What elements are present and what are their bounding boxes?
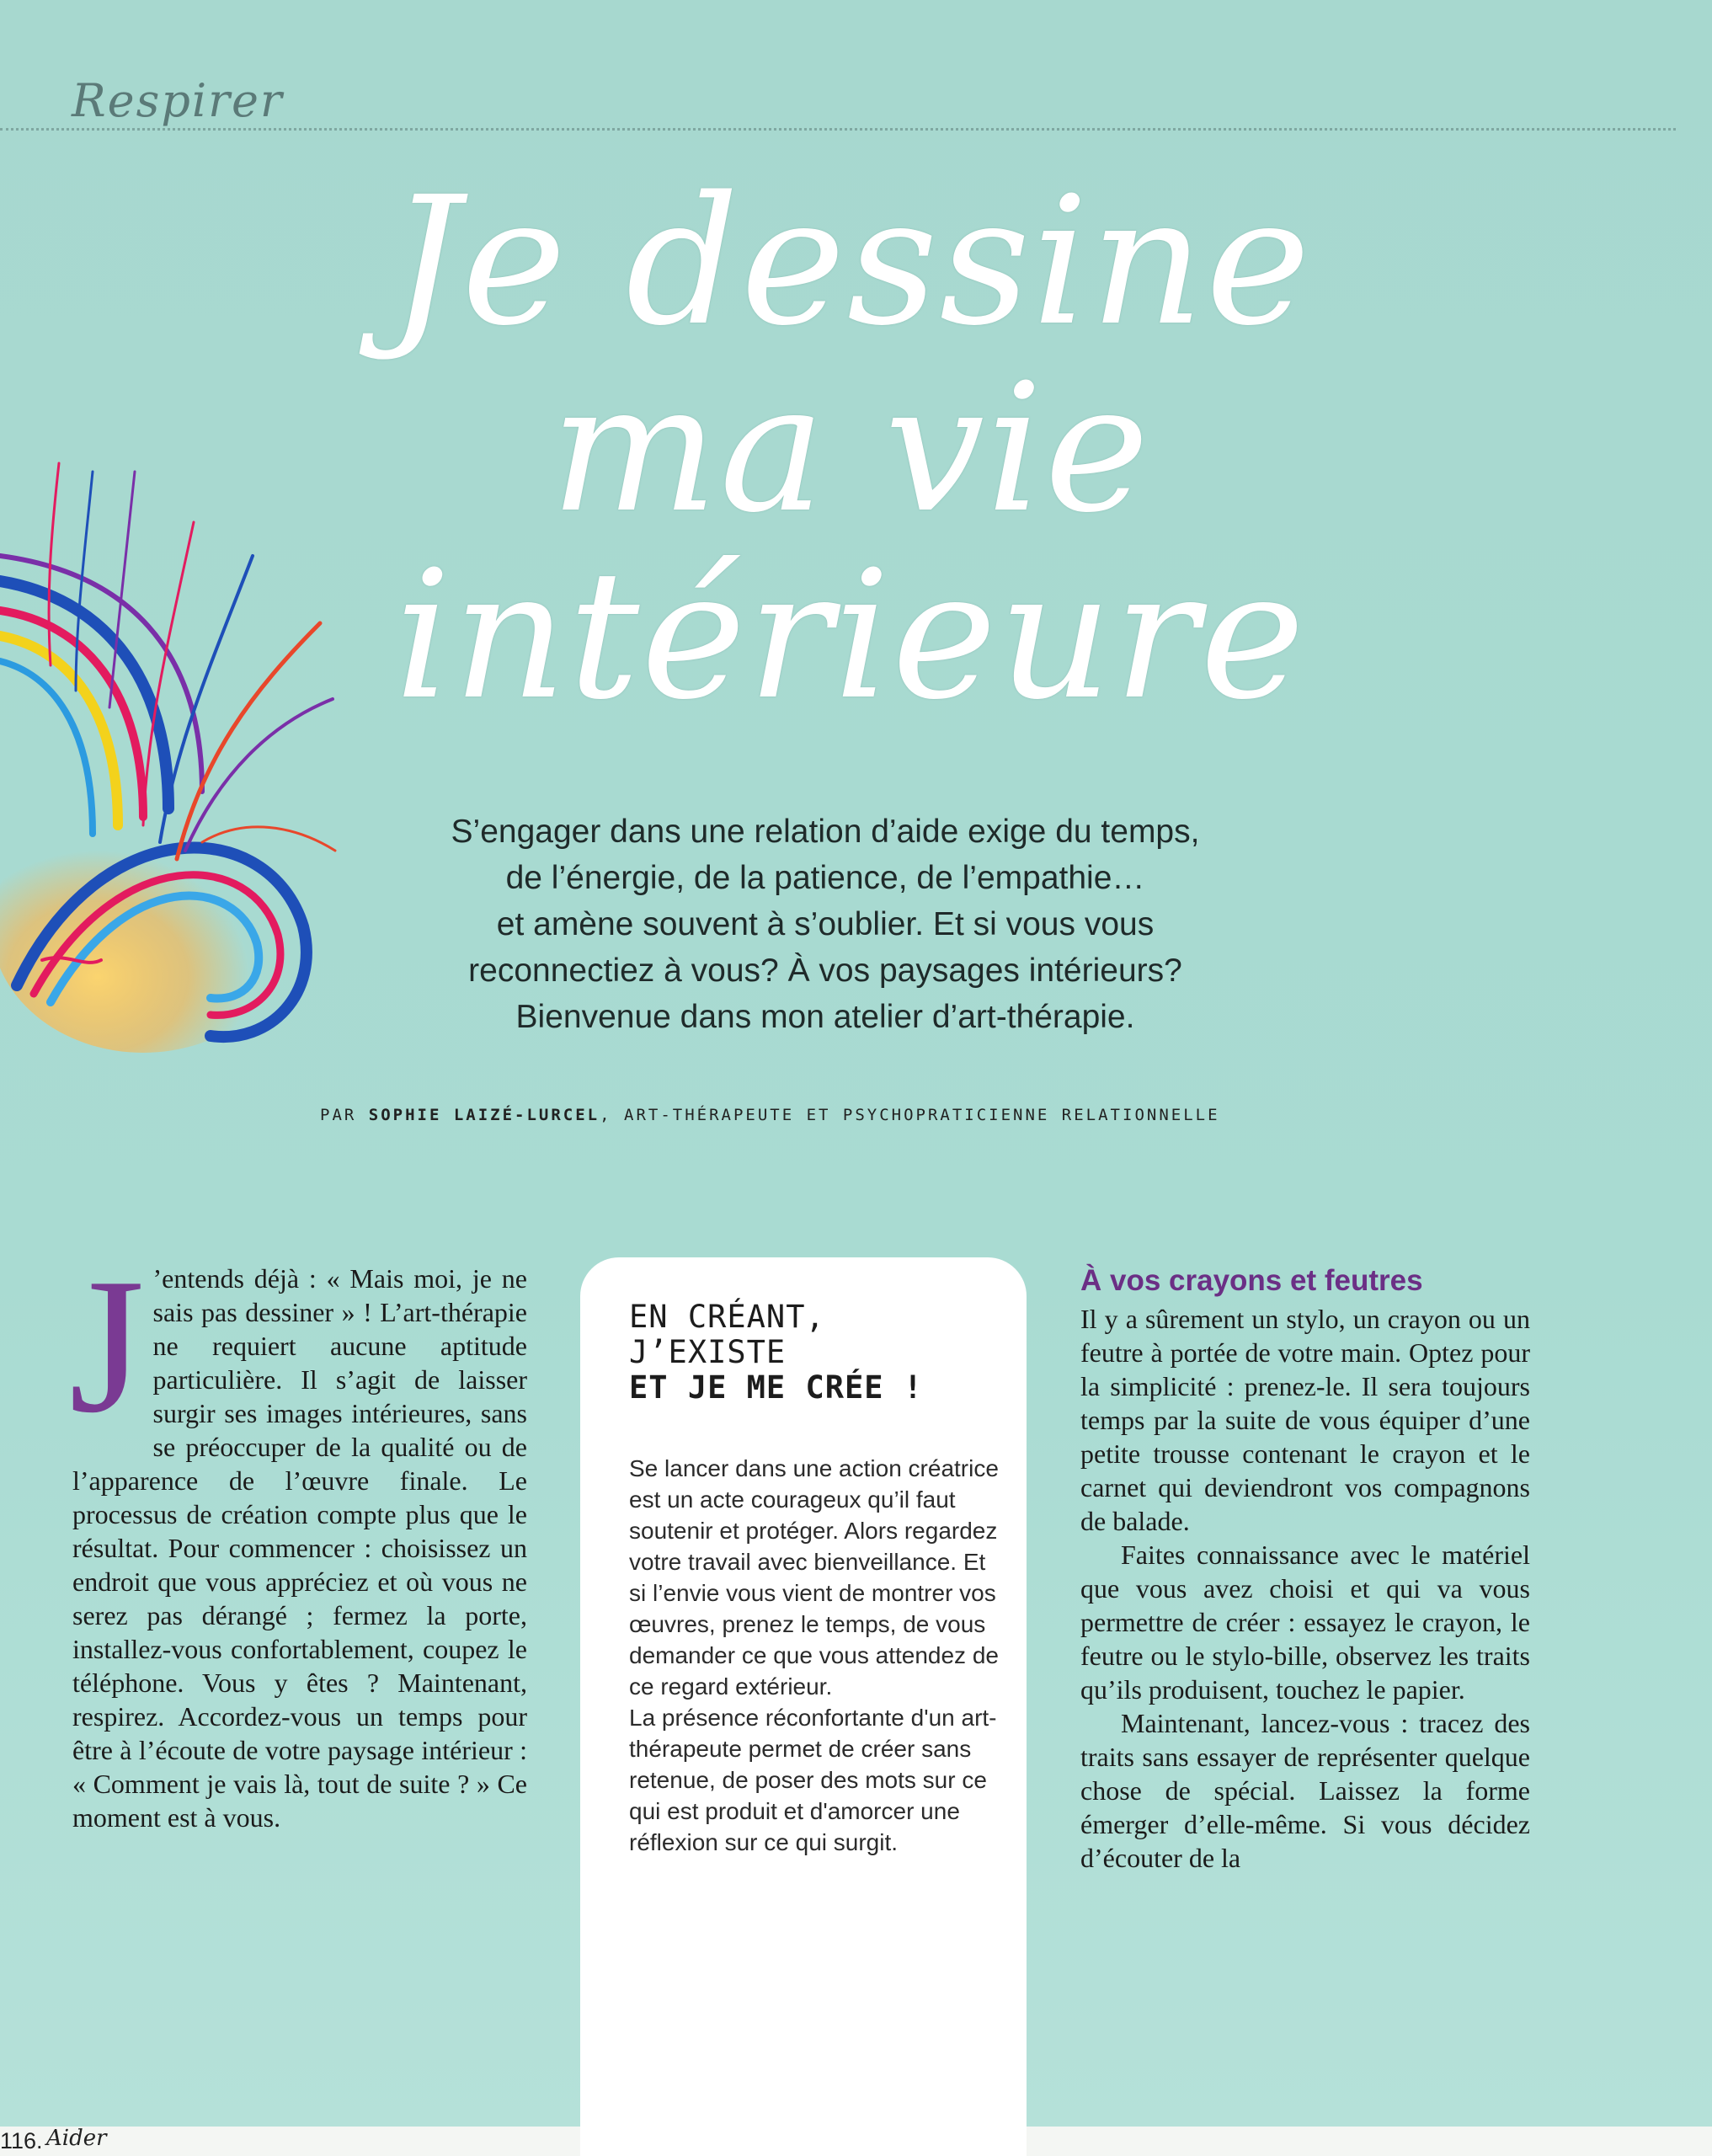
- header-rule: [0, 128, 1676, 131]
- section-label: Respirer: [72, 74, 284, 127]
- left-column-text: ’entends déjà : « Mais moi, je ne sais pas dessiner » ! L’art-thérapie ne requiert aucune aptitude particulière. Il s’agit de laisser surgir ses images intérieures, sans se préoccuper de la qualité ou de l’apparence de l’œuvre finale. Le processus de création compte plus que le résultat. Pour commencer : choisissez un endroit que vous appréciez et où vous ne serez pas dérangé ; fermez la porte, installez-vous confortablement, coupez le téléphone. Vous y êtes ? Maintenant, respirez. Accordez-vous un temps pour être à l’écoute de votre paysage intérieur : « Comment je vais là, tout de suite ? » Ce moment est à vous.: [72, 1263, 527, 1833]
- right-paragraph-1: Il y a sûrement un stylo, un crayon ou un feutre à portée de votre main. Optez pour la simplicité : prenez-le. Il sera toujours temps par la suite de vous équiper d’une petite trousse contenant le crayon et le carnet qui deviendront vos compagnons de balade.: [1080, 1304, 1530, 1536]
- headline-line-1: Je dessine: [388, 158, 1313, 365]
- sidebar-title-strong: ET JE ME CRÉE !: [629, 1369, 924, 1406]
- intro-line: et amène souvent à s’oublier. Et si vous vous: [496, 906, 1155, 942]
- intro-paragraph: [337, 808, 1314, 1040]
- right-paragraph-2: Faites connaissance avec le matériel que vous avez choisi et qui va vous permettre de créer : essayez le crayon, le feutre ou le stylo-bille, observez les traits qu’ils produisent, touchez le papier.: [1080, 1540, 1530, 1705]
- sidebar-paragraph-2: La présence réconfortante d'un art-thérapeute permet de créer sans retenue, de poser des mots sur ce qui est produit et d'amorcer une réflexion sur ce qui surgit.: [629, 1705, 997, 1855]
- headline: [354, 158, 1347, 739]
- byline-author: SOPHIE LAIZÉ-LURCEL: [368, 1106, 600, 1124]
- sidebar-box-text: [629, 1453, 1000, 1858]
- byline-role: , ART-THÉRAPEUTE ET PSYCHOPRATICIENNE RELATIONNELLE: [600, 1106, 1220, 1124]
- right-paragraph-3: Maintenant, lancez-vous : tracez des traits sans essayer de représenter quelque chose de spécial. Laissez la forme émerger d’elle-même. Si vous décidez d’écouter de la: [1080, 1708, 1530, 1873]
- magazine-name: Aider: [46, 2126, 107, 2151]
- intro-line: reconnectiez à vous? À vos paysages intérieurs?: [468, 953, 1182, 989]
- left-column: [69, 1238, 527, 1834]
- sidebar-title-line-2: J’EXISTE: [629, 1334, 787, 1370]
- byline: [320, 1106, 1331, 1124]
- headline-line-2: ma vie: [550, 345, 1151, 552]
- right-column: [1080, 1263, 1530, 1875]
- headline-line-3: intérieure: [394, 532, 1307, 739]
- abstract-drawing-illustration: [0, 455, 337, 1061]
- sidebar-box-title: [629, 1299, 1000, 1406]
- page-number: 116.: [0, 2128, 43, 2153]
- byline-prefix: PAR: [320, 1106, 357, 1124]
- intro-line: S’engager dans une relation d’aide exige du temps,: [451, 814, 1200, 850]
- sidebar-title-line-1: EN CRÉANT,: [629, 1299, 825, 1335]
- drop-cap: J: [69, 1238, 145, 1453]
- sidebar-box: [580, 1257, 1027, 2156]
- intro-line: de l’énergie, de la patience, de l’empathie…: [505, 860, 1145, 896]
- sidebar-paragraph-1: Se lancer dans une action créatrice est un acte courageux qu’il faut soutenir et protéger. Alors regardez votre travail avec bienveillance. Et si l’envie vous vient de montrer vos œuvres, prenez le temps, de vous demander ce que vous attendez de ce regard extérieur.: [629, 1455, 999, 1700]
- right-column-heading: À vos crayons et feutres: [1080, 1264, 1423, 1297]
- intro-line: Bienvenue dans mon atelier d’art-thérapie.: [515, 999, 1135, 1035]
